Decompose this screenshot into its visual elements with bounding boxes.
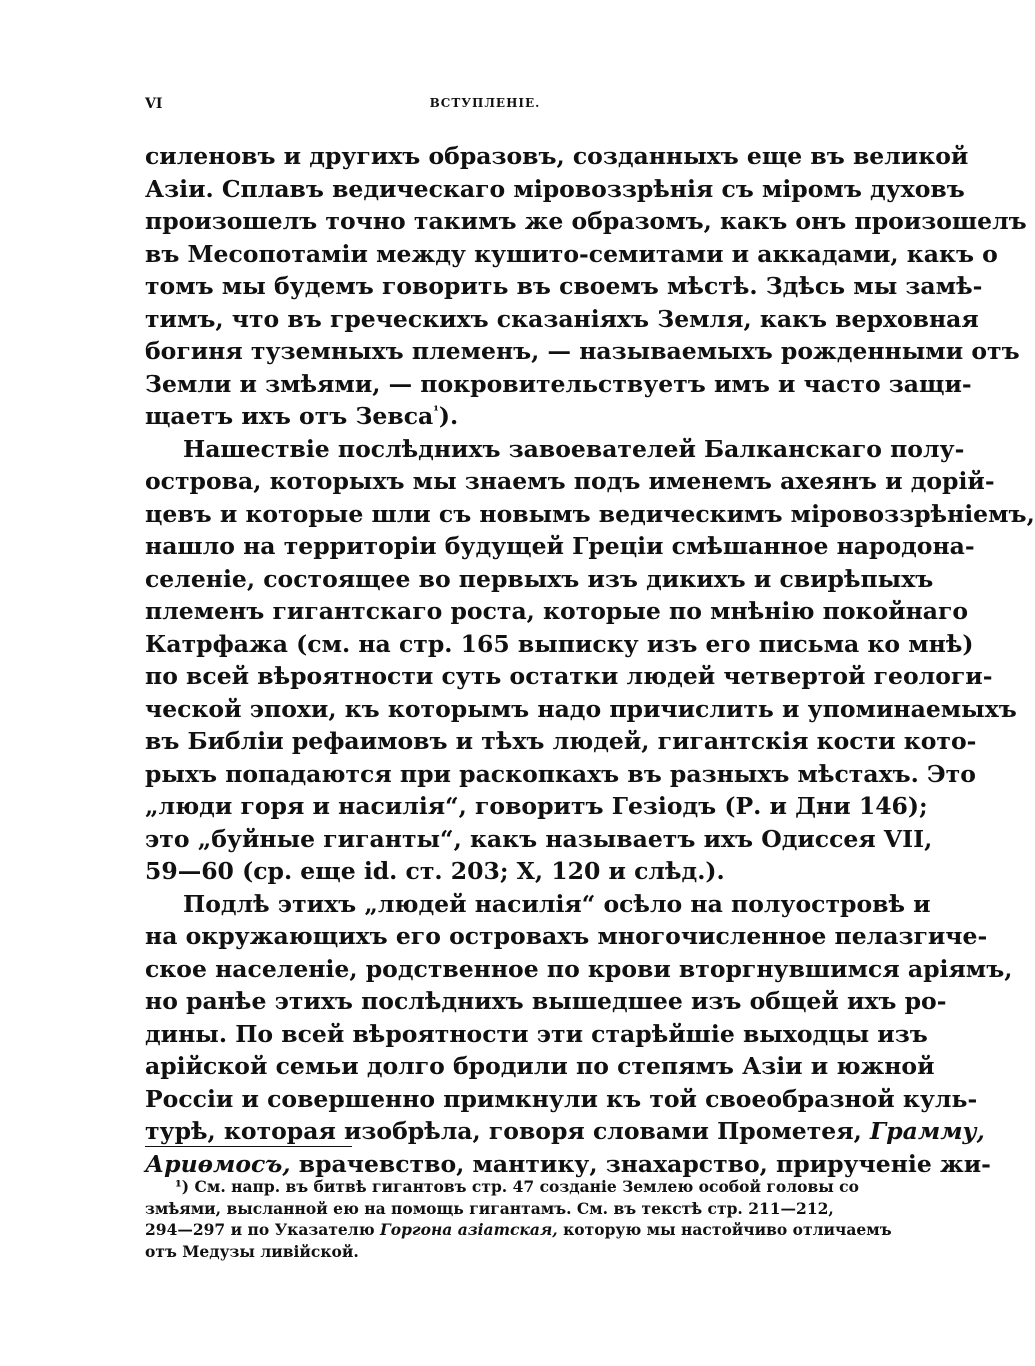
text-line: на окружающихъ его островахъ многочисленное пелазгиче- bbox=[145, 922, 988, 950]
text-line: Россіи и совершенно примкнули къ той своеобразной куль- bbox=[145, 1084, 978, 1113]
text-fragment: 294—297 и по Указателю bbox=[145, 1220, 375, 1239]
footnote-separator bbox=[145, 1146, 352, 1147]
text-line: въ Библіи рефаимовъ и тѣхъ людей, гигантскія кости кото- bbox=[145, 727, 977, 755]
text-line: въ Месопотаміи между кушито-семитами и аккадами, какъ о bbox=[145, 239, 998, 268]
text-line: племенъ гигантскаго роста, которые по мнѣнію покойнаго bbox=[145, 597, 969, 625]
page-number: VI bbox=[145, 96, 163, 112]
text-line: рыхъ попадаются при раскопкахъ въ разныхъ мѣстахъ. Это bbox=[145, 759, 976, 788]
text-line bbox=[145, 1115, 985, 1148]
text-line: цевъ и которые шли съ новымъ ведическимъ міровоззрѣніемъ, bbox=[145, 499, 1035, 528]
italic-term: Грамму, bbox=[869, 1117, 985, 1145]
footnote-reference: ¹ bbox=[433, 404, 439, 420]
text-line: томъ мы будемъ говорить въ своемъ мѣстѣ. Здѣсь мы замѣ- bbox=[145, 272, 983, 300]
text-line: селеніе, состоящее во первыхъ изъ дикихъ и свирѣпыхъ bbox=[145, 564, 934, 593]
page-header bbox=[145, 96, 825, 120]
footnote-line bbox=[145, 1219, 892, 1241]
text-line: ческой эпохи, къ которымъ надо причислить и упоминаемыхъ bbox=[145, 694, 1017, 723]
italic-term: Ариѳмосъ, bbox=[145, 1149, 291, 1178]
running-title: ВСТУПЛЕНІЕ. bbox=[429, 96, 541, 110]
text-fragment: турѣ, которая изобрѣла, говоря словами Прометея, bbox=[145, 1117, 862, 1145]
text-line: Подлѣ этихъ „людей насилія“ осѣло на полуостровѣ и bbox=[183, 889, 931, 918]
text-line: Земли и змѣями, — покровительствуетъ имъ и часто защи- bbox=[145, 369, 972, 398]
text-fragment: которую мы настойчиво отличаемъ bbox=[563, 1220, 892, 1239]
text-line: силеновъ и другихъ образовъ, созданныхъ еще въ великой bbox=[145, 142, 969, 170]
text-line: это „буйные гиганты“, какъ называетъ ихъ Одиссея VII, bbox=[145, 824, 933, 853]
text-fragment: См. напр. въ битвѣ гигантовъ стр. 47 созданіе Землею особой головы со bbox=[194, 1177, 859, 1196]
text-line: Катрфажа (см. на стр. 165 выписку изъ его письма ко мнѣ) bbox=[145, 629, 974, 658]
text-line: Азіи. Сплавъ ведическаго міровоззрѣнія съ міромъ духовъ bbox=[145, 174, 965, 203]
text-fragment: врачевство, мантику, знахарство, прирученіе жи- bbox=[298, 1149, 991, 1178]
text-line: арійской семьи долго бродили по степямъ Азіи и южной bbox=[145, 1052, 935, 1080]
text-line: нашло на территоріи будущей Греціи смѣшанное народона- bbox=[145, 532, 975, 560]
text-line: дины. По всей вѣроятности эти старѣйшіе выходцы изъ bbox=[145, 1019, 928, 1048]
text-line: 59—60 (ср. еще id. ст. 203; X, 120 и слѣд.). bbox=[145, 857, 725, 885]
footnote-marker: ¹) bbox=[175, 1177, 190, 1196]
text-line: богиня туземныхъ племенъ, — называемыхъ рожденными отъ bbox=[145, 337, 1020, 365]
text-line: тимъ, что въ греческихъ сказаніяхъ Земля, какъ верховная bbox=[145, 304, 979, 333]
text-line: произошелъ точно такимъ же образомъ, какъ онъ произошелъ bbox=[145, 207, 1027, 235]
text-line: но ранѣе этихъ послѣднихъ вышедшее изъ общей ихъ ро- bbox=[145, 987, 947, 1015]
text-line: острова, которыхъ мы знаемъ подъ именемъ ахеянъ и дорій- bbox=[145, 467, 995, 495]
italic-term: Горгона азіатская, bbox=[380, 1220, 558, 1239]
text-line: „люди горя и насилія“, говоритъ Гезіодъ (Р. и Дни 146); bbox=[145, 792, 928, 820]
footnote-line: змѣями, высланной ею на помощь гигантамъ. См. въ текстѣ стр. 211—212, bbox=[145, 1198, 834, 1218]
footnote-line: отъ Медузы ливійской. bbox=[145, 1241, 359, 1261]
text-line: Нашествіе послѣднихъ завоевателей Балканскаго полу- bbox=[183, 434, 965, 463]
text-fragment: ). bbox=[438, 402, 459, 430]
text-line: по всей вѣроятности суть остатки людей четвертой геологи- bbox=[145, 662, 993, 690]
text-line bbox=[145, 400, 825, 433]
footnote bbox=[145, 1176, 892, 1262]
main-text bbox=[145, 140, 1035, 1180]
footnote-line bbox=[145, 1176, 859, 1198]
text-line: ское населеніе, родственное по крови вторгнувшимся аріямъ, bbox=[145, 954, 1013, 983]
text-fragment: щаетъ ихъ отъ Зевса bbox=[145, 402, 434, 430]
